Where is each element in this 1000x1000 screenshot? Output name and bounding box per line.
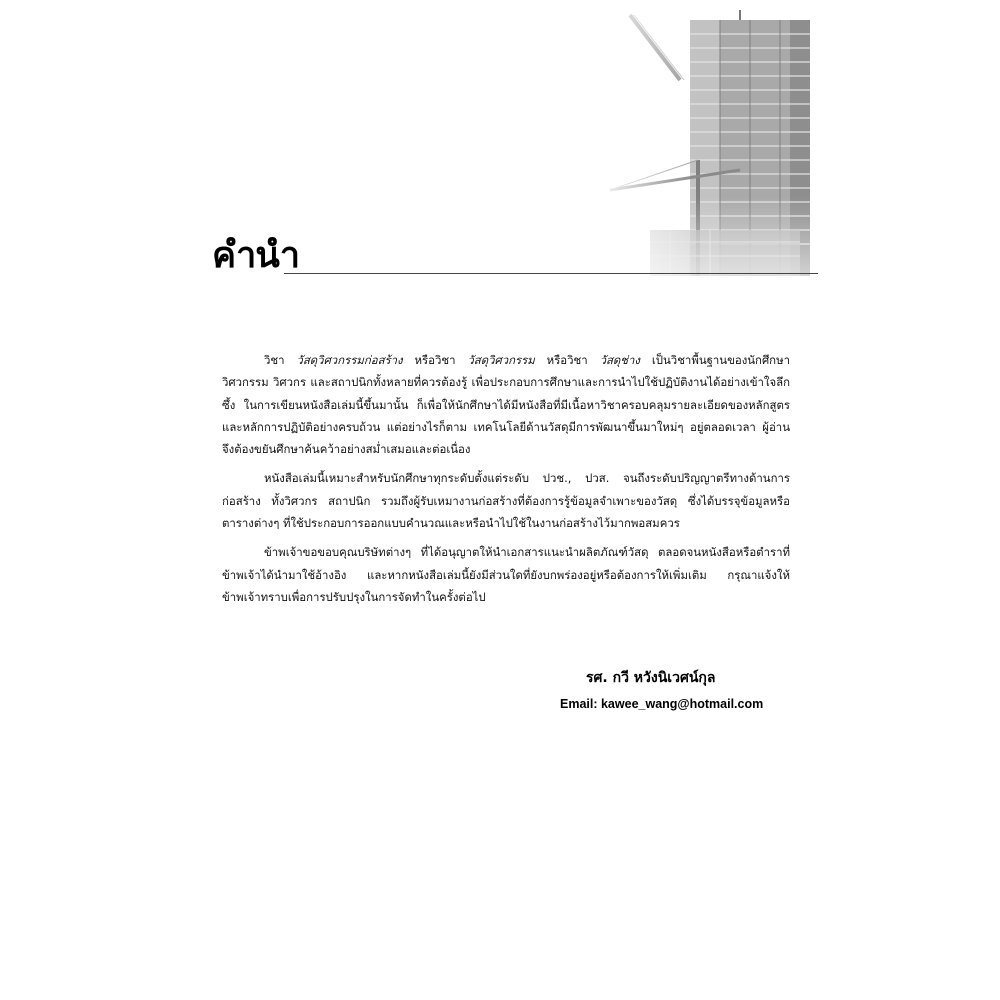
course-name-2: วัสดุวิศวกรรม	[467, 353, 535, 367]
paragraph-1	[222, 349, 790, 460]
preface-body	[222, 349, 790, 615]
paragraph-3: ข้าพเจ้าขอขอบคุณบริษัทต่างๆ ที่ได้อนุญาตให้นำเอกสารแนะนำผลิตภัณฑ์วัสดุ ตลอดจนหนังสือหรือตำราที่ข้าพเจ้าได้นำมาใช้อ้างอิง และหากหนังสือเล่มนี้ยังมีส่วนใดที่ยังบกพร่องอยู่หรือต้องการให้เพิ่มเติม กรุณาแจ้งให้ข้าพเจ้าทราบเพื่อการปรับปรุงในการจัดทำในครั้งต่อไป	[222, 545, 790, 604]
paragraph-2: หนังสือเล่มนี้เหมาะสำหรับนักศึกษาทุกระดับตั้งแต่ระดับ ปวช., ปวส. จนถึงระดับปริญญาตรีทางด้านการก่อสร้าง ทั้งวิศวกร สถาปนิก รวมถึงผู้รับเหมางานก่อสร้างที่ต้องการรู้ข้อมูลจำเพาะของวัสดุ ซึ่งได้บรรจุข้อมูลหรือตารางต่างๆ ที่ใช้ประกอบการออกแบบคำนวณและหรือนำไปใช้ในงานก่อสร้างไว้มากพอสมควร	[222, 471, 790, 531]
title-rule-divider	[284, 273, 818, 274]
building-construction-crane-icon	[590, 10, 820, 276]
paragraph-1-part-g: เป็นวิชาพื้นฐานของนักศึกษา วิศวกรรม วิศวกร และสถาปนิกทั้งหลายที่ควรต้องรู้ เพื่อประกอบการศึกษาและการนำไปใช้ปฏิบัติงานได้อย่างเข้าใจลึกซึ้ง ในการเขียนหนังสือเล่มนี้ขึ้นมานั้น ก็เพื่อให้นักศึกษาได้มีหนังสือที่มีเนื้อหาวิชาครอบคลุมรายละเอียดของหลักสูตรและหลักการปฏิบัติอย่างครบถ้วน แต่อย่างไรก็ตาม เทคโนโลยีด้านวัสดุมีการพัฒนาขึ้นมาใหม่ๆ อยู่ตลอดเวลา ผู้อ่านจึงต้องขยันศึกษาค้นคว้าอย่างสม่ำเสมอและต่อเนื่อง	[222, 353, 790, 457]
course-name-1: วัสดุวิศวกรรมก่อสร้าง	[296, 353, 403, 367]
paragraph-1-part-c: หรือวิชา	[402, 353, 468, 367]
paragraph-1-part-a: วิชา	[264, 353, 297, 367]
paragraph-1-part-e: หรือวิชา	[534, 353, 600, 367]
author-email: Email: kawee_wang@hotmail.com	[560, 697, 764, 711]
author-signature: รศ. กวี หวังนิเวศน์กุล	[586, 670, 716, 686]
course-name-3: วัสดุช่าง	[599, 353, 640, 367]
page-title: คำนำ	[212, 235, 300, 276]
